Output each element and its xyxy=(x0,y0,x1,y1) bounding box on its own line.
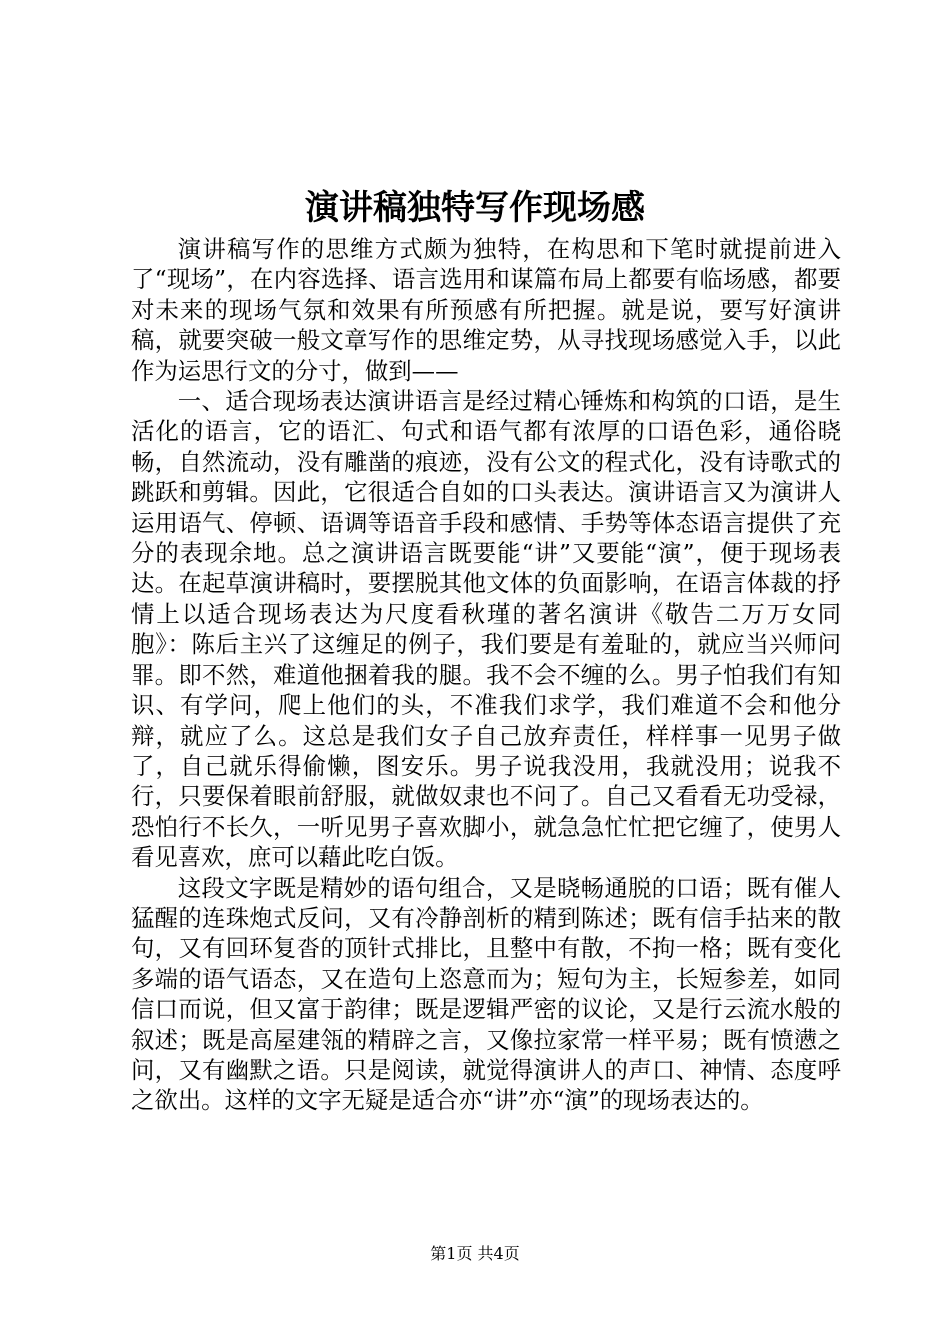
document-body xyxy=(131,234,841,1116)
page-footer: 第1页 共4页 xyxy=(430,1244,520,1263)
paragraph-intro: 演讲稿写作的思维方式颇为独特，在构思和下笔时就提前进入了“现场”，在内容选择、语言选用和谋篇布局上都要有临场感，都要对未来的现场气氛和效果有所预感有所把握。就是说，要写好演讲稿，就要突破一般文章写作的思维定势，从寻找现场感觉入手，以此作为运思行文的分寸，做到—— xyxy=(131,235,841,385)
page-title: 演讲稿独特写作现场感 xyxy=(305,188,645,228)
paragraph-analysis: 这段文字既是精妙的语句组合，又是晓畅通脱的口语；既有催人猛醒的连珠炮式反问，又有冷静剖析的精到陈述；既有信手拈来的散句，又有回环复沓的顶针式排比，且整中有散，不拘一格；既有变化多端的语气语态，又在造句上恣意而为；短句为主，长短参差，如同信口而说，但又富于韵律；既是逻辑严密的议论，又是行云流水般的叙述；既是高屋建瓴的精辟之言，又像拉家常一样平易；既有愤懑之问，又有幽默之语。只是阅读，就觉得演讲人的声口、神情、态度呼之欲出。这样的文字无疑是适合亦“讲”亦“演”的现场表达的。 xyxy=(131,873,841,1115)
paragraph-section-one: 一、适合现场表达演讲语言是经过精心锤炼和构筑的口语，是生活化的语言，它的语汇、句式和语气都有浓厚的口语色彩，通俗晓畅，自然流动，没有雕凿的痕迹，没有公文的程式化，没有诗歌式的跳跃和剪辑。因此，它很适合自如的口头表达。演讲语言又为演讲人运用语气、停顿、语调等语音手段和感情、手势等体态语言提供了充分的表现余地。总之演讲语言既要能“讲”又要能“演”，便于现场表达。在起草演讲稿时，要摆脱其他文体的负面影响，在语言体裁的抒情上以适合现场表达为尺度看秋瑾的著名演讲《敬告二万万女同胞》：陈后主兴了这缠足的例子，我们要是有羞耻的，就应当兴师问罪。即不然，难道他捆着我的腿。我不会不缠的么。男子怕我们有知识、有学问，爬上他们的头，不准我们求学，我们难道不会和他分辩，就应了么。这总是我们女子自己放弃责任，样样事一见男子做了，自己就乐得偷懒，图安乐。男子说我没用，我就没用；说我不行，只要保着眼前舒服，就做奴隶也不问了。自己又看看无功受禄，恐怕行不长久，一听见男子喜欢脚小，就急急忙忙把它缠了，使男人看见喜欢，庶可以藉此吃白饭。 xyxy=(131,387,841,872)
